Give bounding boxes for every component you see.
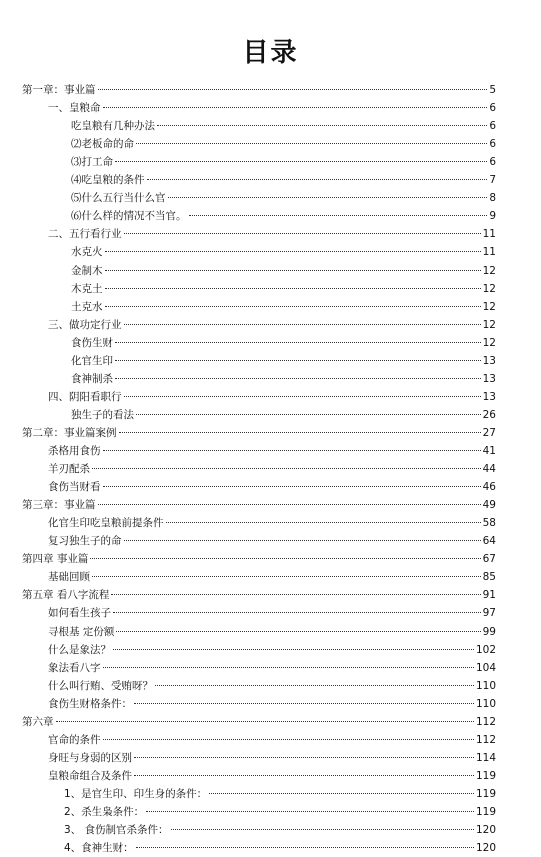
toc-entry-label: 第三章：事业篇: [22, 499, 96, 512]
toc-entry-label: ⑹什么样的情况不当官。: [71, 210, 187, 223]
toc-entry-label: 化官生印: [71, 354, 113, 367]
dot-leader: [124, 540, 481, 541]
toc-entry-label: 羊刃配杀: [48, 463, 90, 476]
toc-entry-page-number: 11: [482, 246, 496, 259]
toc-entry[interactable]: [71, 243, 496, 261]
dot-leader: [56, 721, 474, 722]
toc-entry-label: 吃皇粮有几种办法: [71, 120, 155, 133]
dot-leader: [157, 125, 487, 126]
dot-leader: [92, 576, 481, 577]
toc-entry[interactable]: [48, 442, 496, 460]
toc-entry[interactable]: [71, 280, 496, 298]
toc-entry-label: ⑵老板命的命: [71, 138, 134, 151]
toc-entry-page-number: 8: [489, 192, 496, 205]
toc-entry[interactable]: [71, 298, 496, 316]
toc-entry-label: 杀格用食伤: [48, 445, 101, 457]
toc-entry[interactable]: [48, 767, 496, 785]
toc-entry[interactable]: [48, 731, 496, 749]
toc-entry-label: 象法看八字: [48, 661, 101, 674]
toc-entry[interactable]: [48, 514, 496, 532]
dot-leader: [115, 161, 487, 162]
dot-leader: [111, 594, 480, 595]
toc-entry-label: 如何看生孩子: [48, 607, 111, 620]
toc-entry-page-number: 114: [475, 751, 496, 764]
toc-entry[interactable]: [48, 316, 496, 334]
toc-entry[interactable]: [48, 460, 496, 478]
dot-leader: [105, 251, 481, 252]
toc-entry-page-number: 110: [475, 679, 496, 692]
toc-entry-label: 皇粮命组合及条件: [48, 769, 132, 782]
dot-leader: [146, 811, 474, 812]
toc-entry-label: 化官生印吃皇粮前提条件: [48, 517, 164, 530]
toc-entry[interactable]: [48, 478, 496, 496]
toc-entry[interactable]: [71, 117, 496, 135]
toc-entry-page-number: 85: [482, 571, 496, 584]
toc-entry[interactable]: [71, 153, 496, 171]
dot-leader: [124, 396, 481, 397]
toc-entry[interactable]: [48, 532, 496, 550]
toc-entry-label: 复习独生子的命: [48, 535, 122, 548]
toc-entry-label: ⑶打工命: [71, 156, 113, 169]
dot-leader: [134, 775, 474, 776]
dot-leader: [115, 342, 481, 343]
toc-entry[interactable]: [64, 803, 496, 821]
toc-entry[interactable]: [22, 424, 496, 442]
toc-entry-page-number: 12: [482, 336, 496, 349]
dot-leader: [134, 703, 474, 704]
toc-entry-page-number: 112: [475, 715, 496, 728]
dot-leader: [115, 378, 481, 379]
dot-leader: [124, 233, 481, 234]
toc-entry[interactable]: [71, 334, 496, 352]
dot-leader: [98, 504, 481, 505]
dot-leader: [136, 847, 474, 848]
toc-entry-label: 第二章：事业篇案例: [22, 426, 117, 439]
toc-entry-label: 食伤生财格条件：: [48, 697, 132, 710]
toc-entry-page-number: 67: [482, 553, 496, 566]
toc-entry-label: 金制木: [71, 264, 103, 277]
dot-leader: [119, 432, 481, 433]
dot-leader: [115, 360, 481, 361]
toc-entry[interactable]: [48, 641, 496, 659]
toc-entry-page-number: 11: [482, 228, 496, 241]
toc-entry-label: 第四章 事业篇: [22, 553, 89, 566]
toc-entry-page-number: 120: [475, 842, 496, 855]
toc-entry-page-number: 44: [482, 463, 496, 476]
toc-entry-page-number: 46: [482, 481, 496, 494]
toc-entry-page-number: 13: [482, 390, 496, 403]
toc-entry-page-number: 6: [489, 102, 496, 115]
toc-entry-page-number: 64: [482, 535, 496, 548]
toc-entry-page-number: 9: [489, 210, 496, 223]
toc-entry-label: 什么叫行贿、受贿呀？: [48, 679, 153, 692]
toc-entry[interactable]: [64, 839, 496, 857]
dot-leader: [166, 522, 481, 523]
toc-entry-page-number: 119: [475, 769, 496, 782]
page-title: 目录: [242, 38, 299, 68]
toc-entry[interactable]: [48, 225, 496, 243]
toc-entry-page-number: 6: [489, 156, 496, 169]
dot-leader: [92, 468, 481, 469]
dot-leader: [103, 486, 481, 487]
toc-entry[interactable]: [71, 406, 496, 424]
toc-entry-label: 官命的条件: [48, 733, 101, 746]
dot-leader: [105, 270, 481, 271]
dot-leader: [134, 757, 474, 758]
toc-entry-label: 什么是象法？: [48, 643, 111, 656]
toc-entry-page-number: 41: [482, 445, 496, 457]
toc-entry-page-number: 120: [475, 824, 496, 837]
toc-entry[interactable]: [71, 352, 496, 370]
toc-entry[interactable]: [71, 207, 496, 225]
toc-entry-label: 一、皇粮命: [48, 102, 101, 115]
toc-entry-page-number: 13: [482, 372, 496, 385]
toc-entry-label: 土克水: [71, 300, 103, 313]
toc-entry-page-number: 99: [482, 625, 496, 638]
toc-entry-label: 食神制杀: [71, 372, 113, 385]
toc-entry[interactable]: [48, 388, 496, 406]
dot-leader: [113, 649, 474, 650]
dot-leader: [105, 288, 481, 289]
toc-entry-page-number: 112: [475, 733, 496, 746]
toc-entry-label: 木克土: [71, 282, 103, 295]
toc-entry-page-number: 102: [475, 643, 496, 656]
toc-entry[interactable]: [48, 604, 496, 622]
dot-leader: [116, 631, 480, 632]
toc-entry[interactable]: [48, 623, 496, 641]
toc-entry-page-number: 27: [482, 426, 496, 439]
dot-leader: [124, 324, 481, 325]
toc-entry[interactable]: [48, 677, 496, 695]
toc-entry-label: 第一章：事业篇: [22, 84, 96, 96]
toc-entry-label: 独生子的看法: [71, 408, 134, 421]
toc-entry-page-number: 110: [475, 697, 496, 710]
toc-entry-page-number: 104: [475, 661, 496, 674]
toc-entry[interactable]: [22, 713, 496, 731]
toc-entry-page-number: 119: [475, 787, 496, 800]
toc-entry-page-number: 26: [482, 408, 496, 421]
dot-leader: [103, 450, 481, 451]
toc-entry-page-number: 7: [489, 174, 496, 187]
toc-entry-page-number: 97: [482, 607, 496, 620]
toc-entry-page-number: 13: [482, 354, 496, 367]
toc-entry[interactable]: [71, 262, 496, 280]
toc-entry[interactable]: [71, 189, 496, 207]
toc-entry-page-number: 12: [482, 282, 496, 295]
toc-entry-label: 第五章 看八字流程: [22, 589, 110, 602]
toc-entry-label: 食伤生财: [71, 336, 113, 349]
toc-entry[interactable]: [22, 586, 496, 604]
toc-entry-page-number: 6: [489, 120, 496, 133]
toc-entry-page-number: 119: [475, 806, 496, 818]
dot-leader: [147, 179, 488, 180]
toc-entry[interactable]: [48, 99, 496, 117]
toc-entry-page-number: 12: [482, 318, 496, 331]
dot-leader: [103, 667, 474, 668]
toc-entry-label: 四、阴阳看职行: [48, 390, 122, 403]
toc-entry-page-number: 6: [489, 138, 496, 151]
toc-entry-label: 基础回顾: [48, 571, 90, 584]
dot-leader: [209, 793, 474, 794]
toc-entry[interactable]: [48, 749, 496, 767]
toc-entry[interactable]: [71, 370, 496, 388]
toc-entry-label: 第六章: [22, 715, 54, 728]
toc-entry-label: 二、五行看行业: [48, 228, 122, 241]
toc-entry-page-number: 12: [482, 300, 496, 313]
toc-entry-label: 4、食神生财：: [64, 842, 134, 855]
toc-entry-label: 2、杀生枭条件：: [64, 806, 145, 818]
dot-leader: [136, 414, 481, 415]
toc-entry-label: ⑸什么五行当什么官: [71, 192, 166, 205]
toc-entry-label: 1、是官生印、印生身的条件：: [64, 787, 208, 800]
toc-entry-label: 三、做功定行业: [48, 318, 122, 331]
toc-entry[interactable]: [71, 135, 496, 153]
toc-entry[interactable]: [71, 171, 496, 189]
toc-entry[interactable]: [22, 496, 496, 514]
toc-entry[interactable]: [48, 659, 496, 677]
dot-leader: [103, 739, 474, 740]
toc-entry-page-number: 49: [482, 499, 496, 512]
toc-entry-page-number: 5: [489, 84, 496, 96]
toc-entry[interactable]: [22, 81, 496, 99]
toc-entry-label: ⑷吃皇粮的条件: [71, 174, 145, 187]
dot-leader: [103, 107, 488, 108]
toc-entry[interactable]: [48, 695, 496, 713]
dot-leader: [136, 143, 487, 144]
dot-leader: [98, 89, 488, 90]
dot-leader: [90, 558, 480, 559]
toc-entry[interactable]: [64, 785, 496, 803]
toc-entry-label: 身旺与身弱的区别: [48, 751, 132, 764]
dot-leader: [189, 215, 488, 216]
toc-entry[interactable]: [22, 550, 496, 568]
toc-entry-page-number: 58: [482, 517, 496, 530]
toc-entry-label: 3、 食伤制官杀条件：: [64, 824, 169, 837]
dot-leader: [105, 306, 481, 307]
dot-leader: [171, 829, 474, 830]
toc-entry[interactable]: [48, 568, 496, 586]
toc-entry-label: 水克火: [71, 246, 103, 259]
toc-entry-page-number: 12: [482, 264, 496, 277]
dot-leader: [155, 685, 474, 686]
dot-leader: [113, 612, 481, 613]
toc-entry-label: 食伤当财看: [48, 481, 101, 494]
toc-entry[interactable]: [64, 821, 496, 839]
toc-entry-page-number: 91: [482, 589, 496, 602]
dot-leader: [168, 197, 488, 198]
toc-entry-label: 寻根基 定份额: [48, 625, 115, 638]
